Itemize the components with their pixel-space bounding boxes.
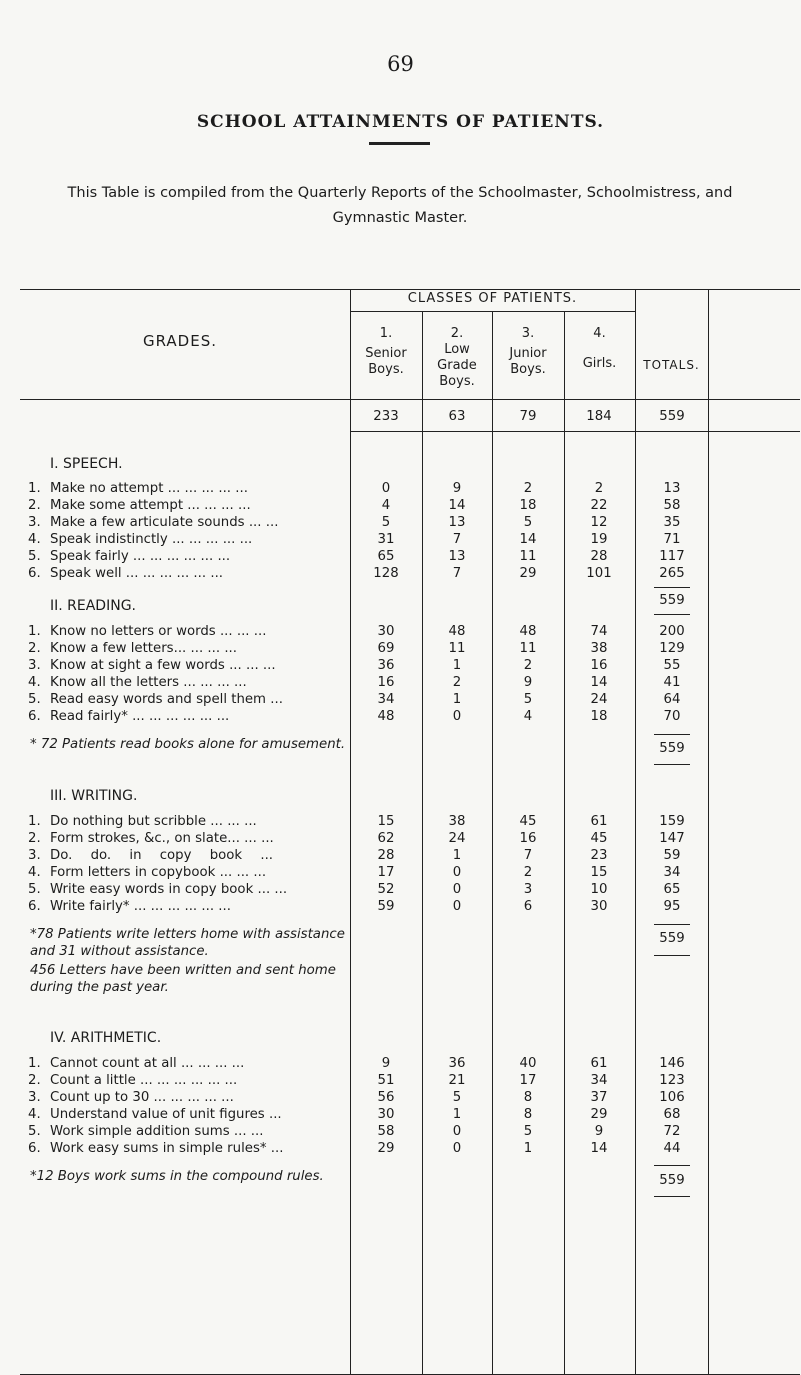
table-cell: 56 [377, 1090, 395, 1105]
section-total-reading: 559 [659, 741, 685, 756]
table-cell: 4 [381, 498, 391, 513]
table-cell: 5 [381, 515, 391, 530]
count-girls: 184 [586, 409, 612, 424]
section-title-speech: I. SPEECH. [50, 456, 123, 472]
table-cell: 2 [594, 481, 604, 496]
table-cell: 74 [590, 624, 608, 639]
col-rule-1 [350, 289, 351, 1374]
count-low-grade-boys: 63 [448, 409, 466, 424]
table-cell: 16 [519, 831, 537, 846]
page-title: SCHOOL ATTAINMENTS OF PATIENTS. [196, 112, 605, 132]
table-cell: 65 [663, 882, 681, 897]
table-row: 1. Do nothing but scribble ... ... ... [28, 814, 257, 829]
table-cell: 12 [590, 515, 608, 530]
table-cell: 58 [377, 1124, 395, 1139]
table-cell: 0 [381, 481, 391, 496]
table-cell: 8 [523, 1107, 533, 1122]
table-row: 1. Cannot count at all ... ... ... ... [28, 1056, 245, 1071]
table-cell: 95 [663, 899, 681, 914]
table-cell: 0 [452, 1124, 462, 1139]
table-cell: 0 [452, 865, 462, 880]
table-cell: 29 [377, 1141, 395, 1156]
table-cell: 58 [663, 498, 681, 513]
table-cell: 14 [448, 498, 466, 513]
section-title-writing: III. WRITING. [50, 788, 138, 804]
table-cell: 129 [659, 641, 685, 656]
table-cell: 117 [659, 549, 685, 564]
table-cell: 30 [377, 624, 395, 639]
table-cell: 15 [590, 865, 608, 880]
col-2-number: 2. [450, 326, 464, 341]
table-cell: 1 [452, 658, 462, 673]
table-cell: 29 [519, 566, 537, 581]
table-cell: 2 [523, 658, 533, 673]
subtotal-rule [654, 764, 690, 765]
table-row: 5. Read easy words and spell them ... [28, 692, 283, 707]
table-cell: 16 [590, 658, 608, 673]
table-cell: 2 [452, 675, 462, 690]
table-cell: 45 [590, 831, 608, 846]
table-cell: 55 [663, 658, 681, 673]
table-cell: 146 [659, 1056, 685, 1071]
col-1-number: 1. [379, 326, 393, 341]
col-3-number: 3. [521, 326, 535, 341]
table-cell: 5 [523, 515, 533, 530]
table-cell: 7 [452, 532, 462, 547]
col-3-label: Junior Boys. [509, 346, 547, 377]
section-total-writing: 559 [659, 931, 685, 946]
count-junior-boys: 79 [519, 409, 537, 424]
section-total-speech: 559 [659, 593, 685, 608]
col-rule-5 [635, 289, 636, 1374]
title-underline [369, 142, 430, 145]
col-4-number: 4. [593, 326, 606, 341]
table-cell: 1 [523, 1141, 533, 1156]
table-cell: 24 [448, 831, 466, 846]
table-cell: 62 [377, 831, 395, 846]
table-cell: 0 [452, 709, 462, 724]
table-cell: 19 [590, 532, 608, 547]
table-cell: 29 [590, 1107, 608, 1122]
table-cell: 101 [586, 566, 612, 581]
table-cell: 11 [519, 549, 537, 564]
reading-footnote: * 72 Patients read books alone for amusement. [30, 737, 346, 752]
table-cell: 18 [590, 709, 608, 724]
table-cell: 200 [659, 624, 685, 639]
classes-header: CLASSES OF PATIENTS. [407, 291, 578, 306]
table-cell: 34 [663, 865, 681, 880]
subtotal-rule [654, 614, 690, 615]
table-row: 6. Write fairly* ... ... ... ... ... ... [28, 899, 231, 914]
table-cell: 7 [523, 848, 533, 863]
table-cell: 40 [519, 1056, 537, 1071]
writing-footnote-letters: 456 Letters have been written and sent home during the past year. [30, 963, 336, 995]
table-cell: 0 [452, 899, 462, 914]
table-cell: 59 [377, 899, 395, 914]
table-cell: 72 [663, 1124, 681, 1139]
table-row: 3. Do. do. in copy book ... [28, 848, 274, 863]
table-cell: 28 [590, 549, 608, 564]
table-cell: 68 [663, 1107, 681, 1122]
table-row: 2. Know a few letters... ... ... ... [28, 641, 238, 656]
table-row: 4. Know all the letters ... ... ... ... [28, 675, 247, 690]
section-total-arithmetic: 559 [659, 1173, 685, 1188]
table-row: 5. Speak fairly ... ... ... ... ... ... [28, 549, 231, 564]
table-row: 4. Speak indistinctly ... ... ... ... ... [28, 532, 253, 547]
classes-rule [350, 311, 635, 312]
table-cell: 38 [448, 814, 466, 829]
table-top-rule [20, 289, 800, 290]
table-cell: 106 [659, 1090, 685, 1105]
table-row: 6. Speak well ... ... ... ... ... ... [28, 566, 224, 581]
col-1-label: Senior Boys. [365, 346, 407, 377]
table-cell: 48 [448, 624, 466, 639]
table-cell: 48 [377, 709, 395, 724]
table-cell: 48 [519, 624, 537, 639]
table-cell: 64 [663, 692, 681, 707]
header-bottom-rule [20, 399, 800, 400]
subtotal-rule [654, 587, 690, 588]
table-cell: 265 [659, 566, 685, 581]
arithmetic-footnote: *12 Boys work sums in the compound rules. [30, 1169, 324, 1184]
intro-text: This Table is compiled from the Quarterly Reports of the Schoolmaster, Schoolmistress, and Gymnastic Master. [67, 185, 733, 226]
table-cell: 59 [663, 848, 681, 863]
table-row: 4. Form letters in copybook ... ... ... [28, 865, 267, 880]
table-cell: 14 [590, 1141, 608, 1156]
table-cell: 71 [663, 532, 681, 547]
col-rule-4 [564, 311, 565, 1374]
table-cell: 17 [519, 1073, 537, 1088]
table-cell: 51 [377, 1073, 395, 1088]
table-cell: 28 [377, 848, 395, 863]
table-cell: 38 [590, 641, 608, 656]
table-row: 5. Work simple addition sums ... ... [28, 1124, 264, 1139]
table-cell: 8 [523, 1090, 533, 1105]
table-cell: 5 [523, 1124, 533, 1139]
grades-header: GRADES. [142, 332, 218, 350]
table-cell: 1 [452, 692, 462, 707]
table-cell: 13 [448, 549, 466, 564]
table-cell: 9 [381, 1056, 391, 1071]
table-cell: 17 [377, 865, 395, 880]
table-cell: 5 [523, 692, 533, 707]
table-cell: 10 [590, 882, 608, 897]
table-cell: 14 [519, 532, 537, 547]
table-cell: 9 [523, 675, 533, 690]
subtotal-rule [654, 1165, 690, 1166]
table-cell: 23 [590, 848, 608, 863]
table-cell: 7 [452, 566, 462, 581]
table-cell: 30 [590, 899, 608, 914]
table-cell: 11 [448, 641, 466, 656]
table-cell: 11 [519, 641, 537, 656]
table-row: 1. Know no letters or words ... ... ... [28, 624, 267, 639]
table-row: 3. Know at sight a few words ... ... ... [28, 658, 276, 673]
table-cell: 4 [523, 709, 533, 724]
table-cell: 128 [373, 566, 399, 581]
table-row: 2. Count a little ... ... ... ... ... ... [28, 1073, 238, 1088]
table-row: 2. Make some attempt ... ... ... ... [28, 498, 251, 513]
table-cell: 34 [590, 1073, 608, 1088]
table-cell: 52 [377, 882, 395, 897]
table-cell: 35 [663, 515, 681, 530]
table-cell: 24 [590, 692, 608, 707]
subtotal-rule [654, 955, 690, 956]
table-row: 4. Understand value of unit figures ... [28, 1107, 282, 1122]
table-cell: 2 [523, 481, 533, 496]
table-cell: 61 [590, 814, 608, 829]
table-cell: 36 [448, 1056, 466, 1071]
table-cell: 1 [452, 848, 462, 863]
table-cell: 2 [523, 865, 533, 880]
table-cell: 61 [590, 1056, 608, 1071]
table-cell: 6 [523, 899, 533, 914]
subtotal-rule [654, 924, 690, 925]
table-row: 6. Read fairly* ... ... ... ... ... ... [28, 709, 230, 724]
table-cell: 31 [377, 532, 395, 547]
totals-header: TOTALS. [643, 358, 700, 372]
table-cell: 22 [590, 498, 608, 513]
table-cell: 0 [452, 882, 462, 897]
count-total: 559 [659, 409, 685, 424]
table-cell: 123 [659, 1073, 685, 1088]
counts-bottom-rule [350, 431, 800, 432]
table-cell: 18 [519, 498, 537, 513]
table-cell: 36 [377, 658, 395, 673]
subtotal-rule [654, 734, 690, 735]
table-row: 3. Count up to 30 ... ... ... ... ... [28, 1090, 234, 1105]
table-row: 6. Work easy sums in simple rules* ... [28, 1141, 284, 1156]
table-cell: 69 [377, 641, 395, 656]
table-row: 1. Make no attempt ... ... ... ... ... [28, 481, 248, 496]
table-cell: 34 [377, 692, 395, 707]
table-row: 5. Write easy words in copy book ... ... [28, 882, 288, 897]
table-cell: 5 [452, 1090, 462, 1105]
table-cell: 37 [590, 1090, 608, 1105]
table-row: 2. Form strokes, &c., on slate... ... ... [28, 831, 274, 846]
table-cell: 70 [663, 709, 681, 724]
table-cell: 159 [659, 814, 685, 829]
table-cell: 0 [452, 1141, 462, 1156]
table-cell: 147 [659, 831, 685, 846]
table-cell: 44 [663, 1141, 681, 1156]
col-rule-2 [422, 311, 423, 1374]
writing-footnote: *78 Patients write letters home with assistance and 31 without assistance. [30, 927, 345, 959]
table-cell: 3 [523, 882, 533, 897]
col-rule-6 [708, 289, 709, 1374]
table-cell: 9 [452, 481, 462, 496]
table-cell: 41 [663, 675, 681, 690]
subtotal-rule [654, 1196, 690, 1197]
count-senior-boys: 233 [373, 409, 399, 424]
table-cell: 65 [377, 549, 395, 564]
col-rule-3 [492, 311, 493, 1374]
table-cell: 45 [519, 814, 537, 829]
table-cell: 13 [448, 515, 466, 530]
table-cell: 1 [452, 1107, 462, 1122]
page-number: 69 [387, 52, 414, 76]
section-title-reading: II. READING. [50, 598, 136, 614]
table-cell: 9 [594, 1124, 604, 1139]
col-2-label: Low Grade Boys. [437, 342, 477, 389]
table-cell: 21 [448, 1073, 466, 1088]
table-cell: 14 [590, 675, 608, 690]
table-row: 3. Make a few articulate sounds ... ... [28, 515, 279, 530]
table-cell: 16 [377, 675, 395, 690]
col-4-label: Girls. [582, 356, 617, 371]
table-cell: 15 [377, 814, 395, 829]
table-cell: 30 [377, 1107, 395, 1122]
section-title-arithmetic: IV. ARITHMETIC. [50, 1030, 162, 1046]
table-cell: 13 [663, 481, 681, 496]
